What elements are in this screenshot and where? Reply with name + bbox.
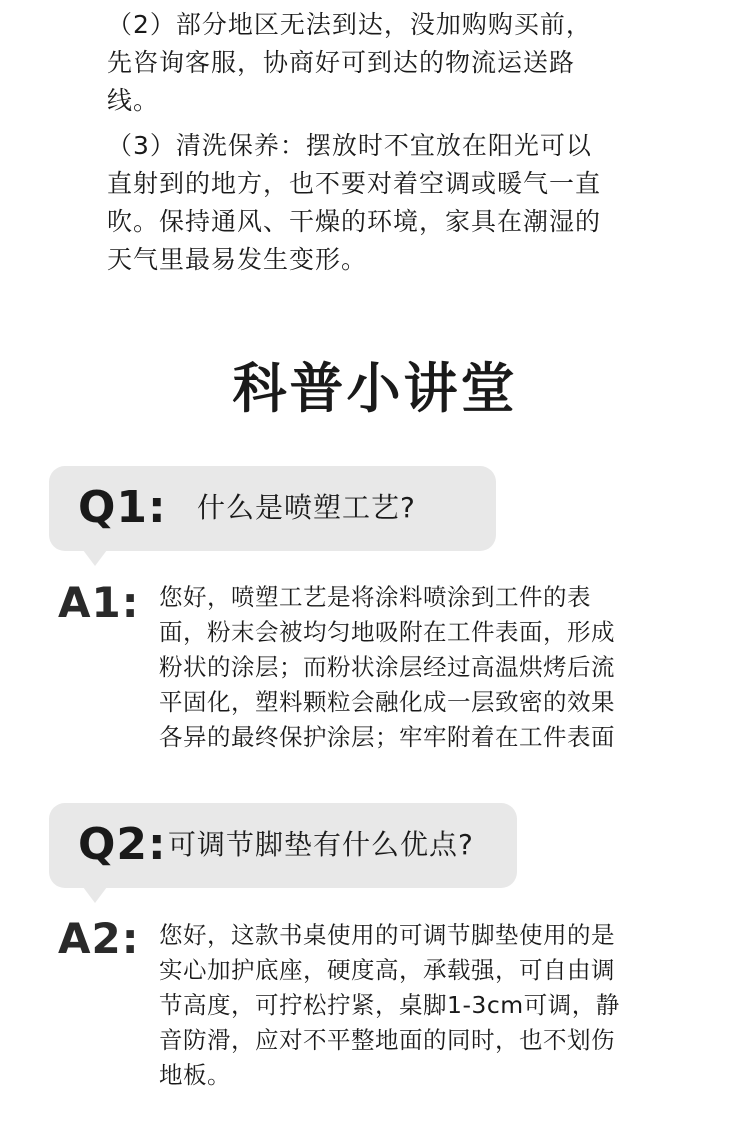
answer-text-2: 您好，这款书桌使用的可调节脚垫使用的是 实心加护底座，硬度高，承载强，可自由调 节高度，可拧松拧紧，桌脚1-3cm可调，静 音防滑，应对不平整地面的同时，也不划伤 地板。 bbox=[159, 921, 620, 1089]
section-title: 科普小讲堂 bbox=[232, 357, 518, 420]
question-bubble-2 bbox=[49, 803, 517, 888]
note-delivery: （2）部分地区无法到达，没加购购买前， 先咨询客服，协商好可到达的物流运送路 线。 bbox=[107, 10, 592, 115]
question-bubble-1 bbox=[49, 466, 496, 551]
answer-label-1: A1: bbox=[58, 578, 140, 627]
question-label-1: Q1: bbox=[78, 482, 167, 533]
answer-label-2: A2: bbox=[58, 914, 140, 963]
question-text-2: 可调节脚垫有什么优点? bbox=[168, 828, 474, 861]
care-notes bbox=[107, 6, 667, 286]
question-label-2: Q2: bbox=[78, 819, 167, 870]
answer-text-1: 您好，喷塑工艺是将涂料喷涂到工件的表 面，粉末会被均匀地吸附在工件表面，形成 粉状的涂层；而粉状涂层经过高温烘烤后流 平固化，塑料颗粒会融化成一层致密的效果 各异的最终保护涂层；牢牢附着在工件表面 bbox=[159, 583, 615, 751]
note-cleaning: （3）清洗保养：摆放时不宜放在阳光可以 直射到的地方，也不要对着空调或暖气一直 吹。保持通风、干燥的环境，家具在潮湿的 天气里最易发生变形。 bbox=[107, 131, 602, 274]
question-text-1: 什么是喷塑工艺? bbox=[197, 491, 416, 524]
